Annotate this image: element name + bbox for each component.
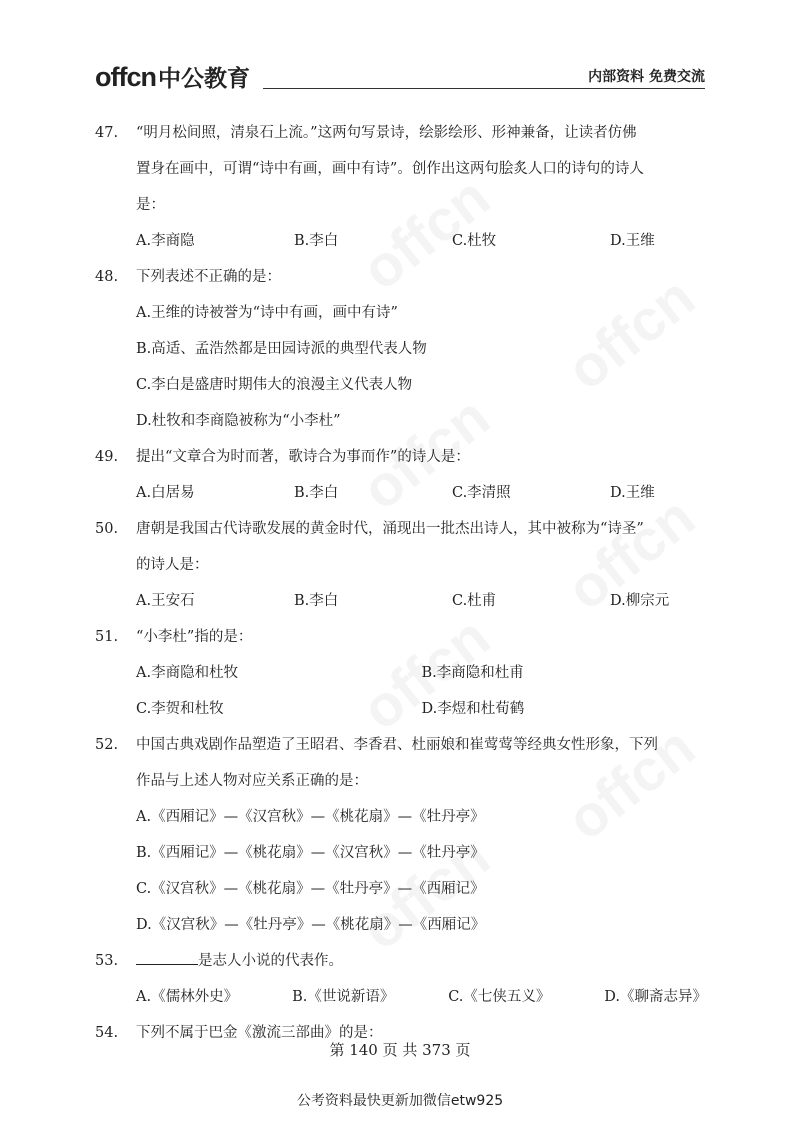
question-number: 48. [95,269,119,285]
option-a: A.《儒林外史》 [136,989,239,1005]
fill-in-blank [136,950,198,965]
footer-wechat-note: 公考资料最快更新加微信etw925 [296,1093,504,1109]
page-header [95,60,705,92]
option-b: B.李白 [294,485,339,501]
question-52 [95,727,707,943]
question-48 [95,259,707,439]
option-a: A.《西厢记》—《汉宫秋》—《桃花扇》—《牡丹亭》 [136,809,485,825]
header-divider [263,88,705,89]
option-b: B.《世说新语》 [292,989,395,1005]
option-d: D.《聊斋志异》 [604,989,707,1005]
option-b: B.高适、孟浩然都是田园诗派的典型代表人物 [136,341,427,357]
option-c: C.《七侠五义》 [448,989,551,1005]
question-51 [95,619,707,727]
question-text: “明月松间照，清泉石上流。”这两句写景诗，绘影绘形、形神兼备，让读者仿佛 [136,125,637,141]
question-text: 下列不属于巴金《激流三部曲》的是： [136,1025,383,1041]
option-d: D.杜牧和李商隐被称为“小李杜” [136,413,341,429]
logo-text-en: offcn [95,62,156,92]
question-number: 51. [95,629,119,645]
options-row [136,475,707,511]
question-text: 提出“文章合为时而著，歌诗合为事而作”的诗人是： [136,449,470,465]
question-text: 中国古典戏剧作品塑造了王昭君、李香君、杜丽娘和崔莺莺等经典女性形象，下列 [136,737,658,753]
options-row [136,655,707,691]
question-number: 52. [95,737,119,753]
question-number: 49. [95,449,119,465]
option-c: C.李白是盛唐时期伟大的浪漫主义代表人物 [136,377,413,393]
question-text: 的诗人是： [136,557,209,573]
option-b: B.李白 [294,593,339,609]
option-d: D.李煜和杜荀鹤 [421,701,525,717]
question-text: “小李杜”指的是： [136,629,253,645]
question-text: 唐朝是我国古代诗歌发展的黄金时代，涌现出一批杰出诗人，其中被称为“诗圣” [136,521,644,537]
header-tagline: 内部资料 免费交流 [588,69,705,85]
options-row [136,691,707,727]
option-a: A.王安石 [136,593,195,609]
option-c: C.《汉宫秋》—《桃花扇》—《牡丹亭》—《西厢记》 [136,881,485,897]
question-text-after-blank: 是志人小说的代表作。 [198,953,343,969]
option-d: D.《汉宫秋》—《牡丹亭》—《桃花扇》—《西厢记》 [136,917,486,933]
page-number: 第 140 页 共 373 页 [329,1041,471,1059]
option-a: A.王维的诗被誉为“诗中有画，画中有诗” [136,305,398,321]
option-b: B.《西厢记》—《桃花扇》—《汉宫秋》—《牡丹亭》 [136,845,485,861]
options-row [136,583,707,619]
question-49 [95,439,707,511]
question-text: 下列表述不正确的是： [136,269,281,285]
option-d: D.王维 [610,485,655,501]
option-b: B.李白 [294,233,339,249]
options-row [136,223,707,259]
option-a: A.李商隐 [136,233,195,249]
logo-text-cn: 中公教育 [157,66,250,92]
question-text: 作品与上述人物对应关系正确的是： [136,773,368,789]
options-row [136,979,707,1015]
option-c: C.杜甫 [452,593,497,609]
question-number: 50. [95,521,119,537]
question-47 [95,115,707,259]
option-c: C.李贺和杜牧 [136,701,224,717]
question-text: 置身在画中，可谓“诗中有画，画中有诗”。创作出这两句脍炙人口的诗句的诗人 [136,161,644,177]
option-d: D.柳宗元 [610,593,670,609]
option-b: B.李商隐和杜甫 [421,665,524,681]
offcn-logo [95,60,250,93]
question-50 [95,511,707,619]
question-list [95,115,707,1051]
option-c: C.李清照 [452,485,511,501]
option-d: D.王维 [610,233,655,249]
option-a: A.白居易 [136,485,195,501]
question-text [136,943,707,979]
option-a: A.李商隐和杜牧 [136,665,239,681]
question-number: 54. [95,1025,119,1041]
question-number: 53. [95,953,119,969]
question-53 [95,943,707,1015]
question-text: 是： [136,197,165,213]
option-c: C.杜牧 [452,233,497,249]
question-number: 47. [95,125,119,141]
